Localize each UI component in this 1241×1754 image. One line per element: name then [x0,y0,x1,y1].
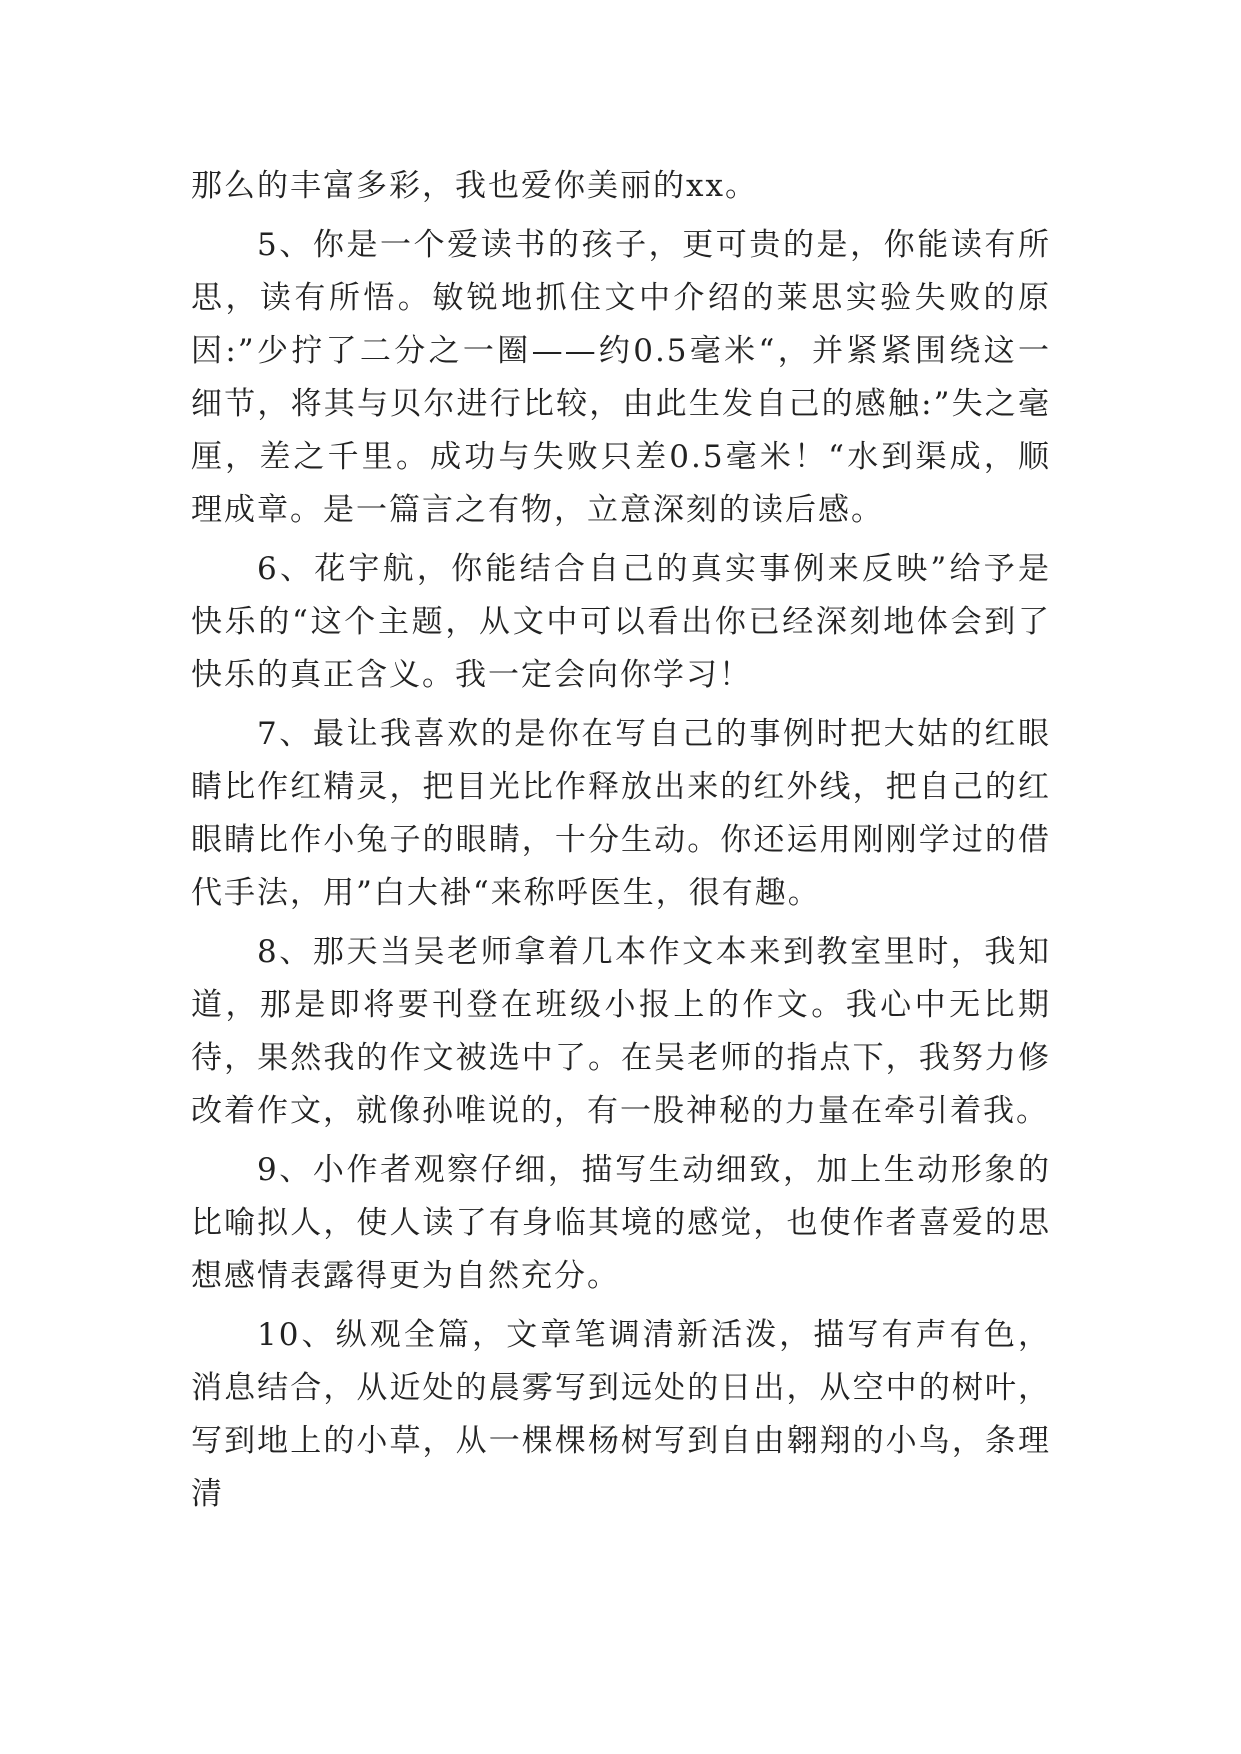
paragraph-comment-9: 9、小作者观察仔细，描写生动细致，加上生动形象的比喻拟人，使人读了有身临其境的感觉，也使作者喜爱的思想感情表露得更为自然充分。 [191,1152,1051,1294]
paragraph-comment-8: 8、那天当吴老师拿着几本作文本来到教室里时，我知道，那是即将要刊登在班级小报上的作文。我心中无比期待，果然我的作文被选中了。在吴老师的指点下，我努力修改着作文，就像孙唯说的，有一股神秘的力量在牵引着我。 [191,934,1051,1129]
paragraph-comment-10: 10、纵观全篇，文章笔调清新活泼，描写有声有色，消息结合，从近处的晨雾写到远处的日出，从空中的树叶，写到地上的小草，从一棵棵杨树写到自由翱翔的小鸟，条理清 [191,1317,1051,1512]
paragraph-comment-7: 7、最让我喜欢的是你在写自己的事例时把大姑的红眼睛比作红精灵，把目光比作释放出来的红外线，把自己的红眼睛比作小兔子的眼睛，十分生动。你还运用刚刚学过的借代手法，用”白大褂“来称呼医生，很有趣。 [191,716,1051,911]
paragraph-comment-6: 6、花宇航，你能结合自己的真实事例来反映”给予是快乐的“这个主题，从文中可以看出你已经深刻地体会到了快乐的真正含义。我一定会向你学习！ [191,551,1051,693]
document-body [191,160,1051,1521]
paragraph-comment-5: 5、你是一个爱读书的孩子，更可贵的是，你能读有所思，读有所悟。敏锐地抓住文中介绍的莱思实验失败的原因:”少拧了二分之一圈——约0.5毫米“，并紧紧围绕这一细节，将其与贝尔进行比较，由此生发自己的感触:”失之毫厘，差之千里。成功与失败只差0.5毫米！“水到渠成，顺理成章。是一篇言之有物，立意深刻的读后感。 [191,227,1051,528]
paragraph-continuation: 那么的丰富多彩，我也爱你美丽的xx。 [191,168,758,204]
